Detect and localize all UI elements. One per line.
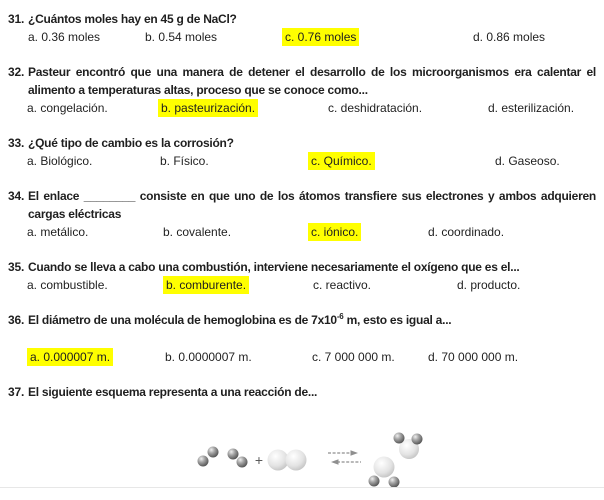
option-b: b. 0.0000007 m. xyxy=(165,350,252,364)
option-b: b. 0.54 moles xyxy=(145,30,218,44)
question-37 xyxy=(8,383,596,401)
option-d: d. 0.86 moles xyxy=(473,30,546,44)
option-d: d. 70 000 000 m. xyxy=(428,350,519,364)
option-a: a. Biológico. xyxy=(27,154,93,168)
options-row xyxy=(8,28,596,46)
question-34 xyxy=(8,187,596,241)
reaction-diagram xyxy=(195,425,435,495)
option-d: d. Gaseoso. xyxy=(495,154,560,168)
question-text: El diámetro de una molécula de hemoglobina es de $7x10^{-6}$ m, esto es igual a... xyxy=(28,312,452,327)
page-divider xyxy=(0,487,604,488)
option-c: c. 7 000 000 m. xyxy=(312,350,395,364)
exponent: -6 xyxy=(336,312,344,321)
question-31 xyxy=(8,10,596,46)
question-number: 31. xyxy=(8,12,25,26)
option-c: c. Químico. xyxy=(308,152,375,170)
question-number: 36. xyxy=(8,313,25,327)
option-d: d. coordinado. xyxy=(428,225,505,239)
h2-molecule-1 xyxy=(198,447,219,467)
option-c: c. reactivo. xyxy=(313,278,372,292)
question-text: ¿Qué tipo de cambio es la corrosión? xyxy=(28,136,234,150)
option-a: a. 0.36 moles xyxy=(28,30,101,44)
option-c: c. deshidratación. xyxy=(328,101,423,115)
equilibrium-arrows-icon xyxy=(328,450,361,464)
o2-molecule xyxy=(268,450,307,471)
question-32 xyxy=(8,63,596,117)
h2-molecule-2 xyxy=(228,449,248,468)
option-b: b. comburente. xyxy=(163,276,249,294)
water-molecule-1 xyxy=(394,433,423,460)
question-text: Pasteur encontró que una manera de detener el desarrollo de los microorganismos era calentar el alimento a temperaturas altas, proceso que se conoce como... xyxy=(28,65,596,97)
question-35 xyxy=(8,258,596,294)
question-number: 32. xyxy=(8,65,25,79)
question-number: 33. xyxy=(8,136,25,150)
question-number: 34. xyxy=(8,189,25,203)
option-b: b. pasteurización. xyxy=(158,99,258,117)
question-text: El siguiente esquema representa a una reacción de... xyxy=(28,385,318,399)
option-a: a. metálico. xyxy=(27,225,89,239)
option-c: c. 0.76 moles xyxy=(282,28,359,46)
question-33 xyxy=(8,134,596,170)
question-text: El enlace ________ consiste en que uno de los átomos transfiere sus electrones y ambos adquieren cargas eléctricas xyxy=(28,189,596,221)
plus-sign: + xyxy=(254,452,264,468)
question-text: ¿Cuántos moles hay en 45 g de NaCl? xyxy=(28,12,237,26)
option-d: d. producto. xyxy=(457,278,521,292)
question-text: Cuando se lleva a cabo una combustión, interviene necesariamente el oxígeno que es el... xyxy=(28,260,520,274)
question-number: 37. xyxy=(8,385,25,399)
option-a: a. combustible. xyxy=(27,278,108,292)
question-number: 35. xyxy=(8,260,25,274)
options-row xyxy=(8,99,596,117)
option-d: d. esterilización. xyxy=(488,101,575,115)
option-a: a. 0.000007 m. xyxy=(27,348,113,366)
water-molecule-2 xyxy=(369,457,400,488)
reaction-scheme-svg xyxy=(195,425,435,495)
options-row xyxy=(8,276,596,294)
options-row xyxy=(8,152,596,170)
options-row xyxy=(8,223,596,241)
option-b: b. Físico. xyxy=(160,154,209,168)
option-b: b. covalente. xyxy=(163,225,232,239)
option-c: c. iónico. xyxy=(308,223,361,241)
question-36 xyxy=(8,311,596,366)
options-row xyxy=(8,348,596,366)
option-a: a. congelación. xyxy=(27,101,108,115)
